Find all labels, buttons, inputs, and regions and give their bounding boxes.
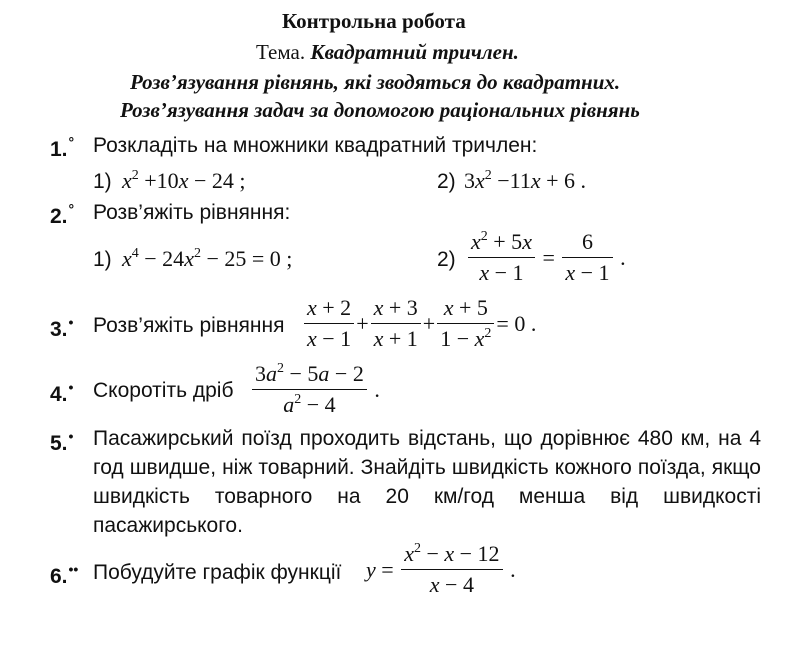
- task-6-expr: y = $\frac{x^2 - x - 12}{x - 4}$ .: [366, 541, 516, 597]
- task-4-expr: $\frac{3a^2 - 5a - 2}{a^2 - 4}$ .: [250, 361, 380, 418]
- task-1-text: Розкладіть на множники квадратний тричлен:: [93, 134, 538, 157]
- task-5-number: 5.•: [50, 428, 74, 455]
- task-1-item-1-expr: $x^2 +10x - 24$ ;: [122, 168, 246, 193]
- task-4-text: Скоротіть дріб: [93, 379, 234, 402]
- theme-line-2: Розв’язування рівнянь, які зводяться до квадратних.: [130, 70, 621, 94]
- task-2-item-2-expr: $\frac{x^2 + 5x}{x - 1}$ = $\frac{6}{x - 1}$ .: [466, 229, 626, 286]
- theme-line: [256, 40, 519, 65]
- task-6-number: 6.••: [50, 561, 79, 588]
- task-5-text: Пасажирський поїзд проходить відстань, що дорівнює 480 км, на 4 год швидше, ніж товарний. Знайдіть швидкість кожного поїзда, якщо швидкість товарного на 20 км/год менша від швидкості пасажирського.: [93, 427, 761, 537]
- task-2-item-2-label: 2): [437, 248, 456, 271]
- page-title: Контрольна робота: [282, 9, 466, 33]
- theme-line-3: Розв’язування задач за допомогою раціональних рівнянь: [120, 98, 640, 122]
- task-4-number: 4.•: [50, 379, 74, 406]
- theme-prefix: Тема.: [256, 40, 306, 64]
- task-3-number: 3.•: [50, 314, 74, 341]
- task-1-number: 1.°: [50, 134, 75, 161]
- task-3-text: Розв’яжіть рівняння: [93, 314, 285, 337]
- task-2-text: Розв’яжіть рівняння:: [93, 201, 291, 224]
- task-3-expr: $\frac{x + 2}{x - 1}$ + $\frac{x + 3}{x + 1}$ + $\frac{x + 5}{1 - x^2}$ = 0 .: [302, 295, 536, 352]
- task-2-item-1-label: 1): [93, 248, 112, 271]
- task-1-item-2-label: 2): [437, 170, 456, 193]
- task-2-item-1-expr: $x^4 - 24x^2 - 25 = 0$ ;: [122, 246, 293, 271]
- theme-name: Квадратний тричлен.: [310, 40, 519, 64]
- task-2-number: 2.°: [50, 201, 75, 228]
- task-6-text: Побудуйте графік функції: [93, 561, 342, 584]
- task-1-item-2-expr: $3x^2 -11x + 6$ .: [464, 168, 587, 193]
- task-1-item-1-label: 1): [93, 170, 112, 193]
